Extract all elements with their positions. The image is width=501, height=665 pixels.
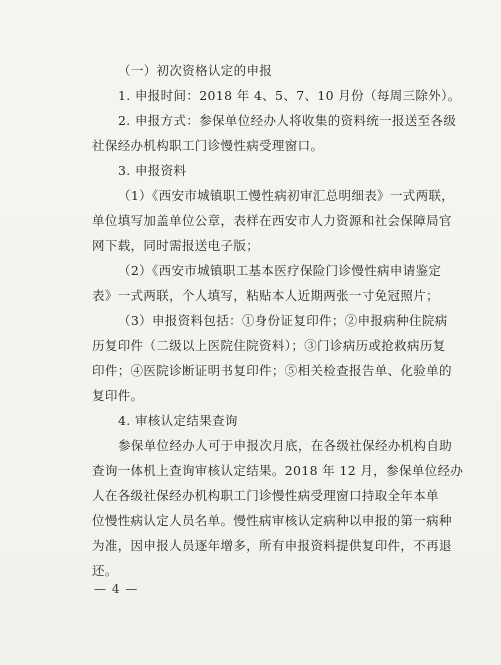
item-3-line-2: 历复印件（二级以上医院住院资料）；③门诊病历或抢救病历复 (92, 338, 446, 353)
para-4-line-6: 还。 (92, 563, 118, 578)
para-4-line-2: 查询一体机上查询审核认定结果。2018 年 12 月，参保单位经办 (92, 463, 464, 478)
para-4-line-1: 参保单位经办人可于申报次月底，在各级社保经办机构自助 (118, 438, 453, 453)
para-3-heading: 3. 申报资料 (118, 163, 187, 178)
para-2-line-2: 社保经办机构职工门诊慢性病受理窗口。 (92, 138, 324, 153)
item-1-line-3: 网下载，同时需报送电子版； (92, 238, 260, 253)
item-3-line-4: 复印件。 (92, 388, 144, 403)
item-3-line-3: 印件；④医院诊断证明书复印件；⑤相关检查报告单、化验单的 (92, 363, 452, 378)
para-4-line-5: 为准，因申报人员逐年增多，所有申报资料提供复印件，不再退 (92, 538, 452, 553)
item-1-line-2: 单位填写加盖单位公章，表样在西安市人力资源和社会保障局官 (92, 213, 452, 228)
item-1-line-1: （1）《西安市城镇职工慢性病初审汇总明细表》一式两联， (118, 188, 455, 203)
para-2-line-1: 2. 申报方式：参保单位经办人将收集的资料统一报送至各级 (118, 113, 457, 128)
document-body (92, 58, 464, 583)
para-1-line-1: 1. 申报时间：2018 年 4、5、7、10 月份（每周三除外）。 (118, 88, 461, 103)
page-number: — 4 — (94, 582, 139, 596)
item-2-line-2: 表》一式两联，个人填写，粘贴本人近期两张一寸免冠照片； (92, 288, 439, 303)
para-4-line-4: 位慢性病认定人员名单。慢性病审核认定病种以申报的第一病种 (92, 513, 452, 528)
para-4-line-3: 人在各级社保经办机构职工门诊慢性病受理窗口持取全年本单 (92, 488, 439, 503)
para-4-heading: 4. 审核认定结果查询 (118, 413, 238, 428)
item-2-line-1: （2）《西安市城镇职工基本医疗保险门诊慢性病申请鉴定 (118, 263, 442, 278)
item-3-line-1: （3）申报资料包括：①身份证复印件；②申报病种住院病 (118, 313, 448, 328)
section-title: （一）初次资格认定的申报 (118, 63, 273, 78)
